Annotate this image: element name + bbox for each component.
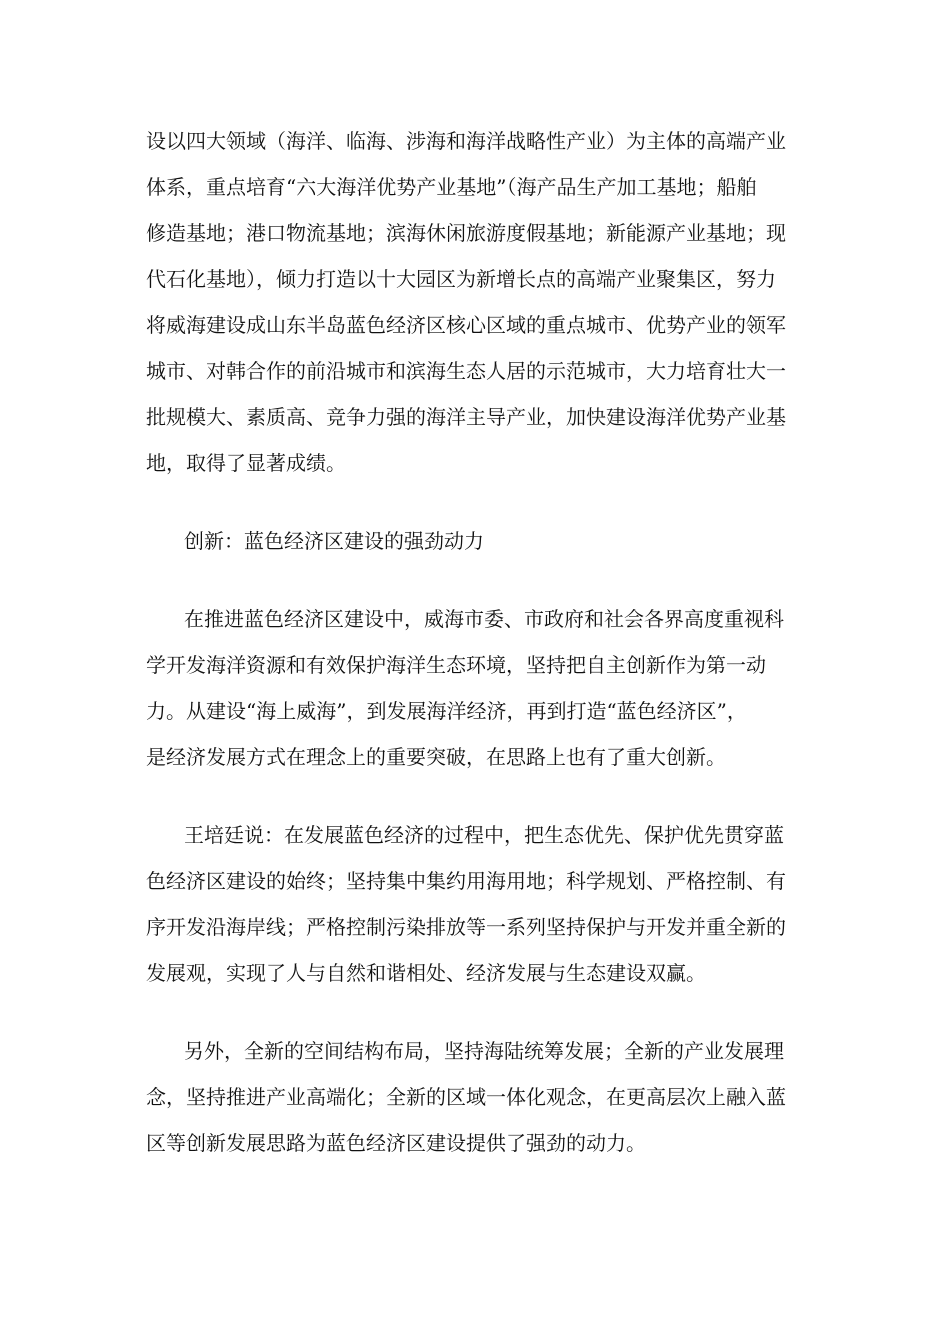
text-line: 序开发沿海岸线；严格控制污染排放等一系列坚持保护与开发并重全新的 (146, 915, 786, 939)
text-line: 是经济发展方式在理念上的重要突破，在思路上也有了重大创新。 (146, 745, 726, 769)
paragraph-conclusion (146, 1028, 810, 1166)
text-line: 发展观，实现了人与自然和谐相处、经济发展与生态建设双赢。 (146, 961, 706, 985)
paragraph-quote (146, 812, 810, 996)
text-line: 区等创新发展思路为蓝色经济区建设提供了强劲的动力。 (146, 1131, 646, 1155)
text-line: 色经济区建设的始终；坚持集中集约用海用地；科学规划、严格控制、有 (146, 869, 786, 893)
text-line: 修造基地；港口物流基地；滨海休闲旅游度假基地；新能源产业基地；现 (146, 221, 786, 245)
text-line: 将威海建设成山东半岛蓝色经济区核心区域的重点城市、优势产业的领军 (146, 313, 786, 337)
document-body (146, 118, 810, 1166)
text-line: 体系，重点培育“六大海洋优势产业基地”（海产品生产加工基地；船舶 (146, 175, 757, 199)
text-line: 设以四大领域（海洋、临海、涉海和海洋战略性产业）为主体的高端产业 (146, 129, 786, 153)
text-line: 在推进蓝色经济区建设中，威海市委、市政府和社会各界高度重视科 (184, 607, 784, 631)
paragraph-innovation (146, 596, 810, 780)
text-line: 另外，全新的空间结构布局，坚持海陆统筹发展；全新的产业发展理 (184, 1039, 784, 1063)
text-line: 念，坚持推进产业高端化；全新的区域一体化观念，在更高层次上融入蓝 (146, 1085, 786, 1109)
paragraph-industry-system (146, 118, 810, 486)
text-line: 力。从建设“海上威海”，到发展海洋经济，再到打造“蓝色经济区”， (146, 699, 747, 723)
section-heading-text: 创新：蓝色经济区建设的强劲动力 (184, 529, 484, 553)
text-line: 地，取得了显著成绩。 (146, 451, 346, 475)
section-heading (146, 518, 810, 564)
text-line: 城市、对韩合作的前沿城市和滨海生态人居的示范城市，大力培育壮大一 (146, 359, 786, 383)
text-line: 代石化基地），倾力打造以十大园区为新增长点的高端产业聚集区，努力 (146, 267, 776, 291)
text-line: 批规模大、素质高、竞争力强的海洋主导产业，加快建设海洋优势产业基 (146, 405, 786, 429)
text-line: 学开发海洋资源和有效保护海洋生态环境，坚持把自主创新作为第一动 (146, 653, 766, 677)
text-line: 王培廷说：在发展蓝色经济的过程中，把生态优先、保护优先贯穿蓝 (184, 823, 784, 847)
